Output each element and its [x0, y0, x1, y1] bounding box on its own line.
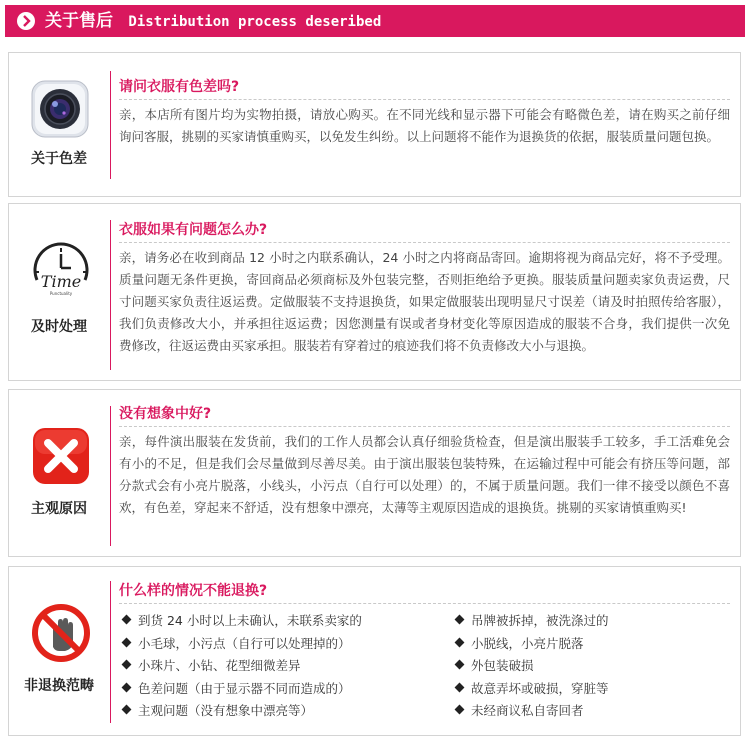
answer-text: 亲，本店所有图片均为实物拍摄，请放心购买。在不同光线和显示器下可能会有略微色差，请在购买之前仔细询问客服，挑剔的买家请慎重购买，以免发生纠纷。以上问题将不能作为退换货的依据，服装质量问题包换。: [119, 107, 730, 144]
clock-time-icon: [27, 238, 95, 306]
diamond-bullet-icon: [455, 705, 465, 715]
header-title-zh: 关于售后: [45, 11, 113, 31]
icon-label: 及时处理: [31, 319, 87, 335]
section-color-difference: [8, 52, 741, 197]
question-title: 什么样的情况不能退换?: [119, 579, 730, 604]
list-item: 小珠片、小钻、花型细微差异: [121, 655, 362, 678]
diamond-bullet-icon: [122, 705, 132, 715]
divider: [110, 71, 111, 179]
no-hand-icon: [31, 603, 91, 663]
chevron-right-icon: [17, 12, 35, 30]
answer-text: 亲，每件演出服装在发货前，我们的工作人员都会认真仔细验货检查，但是演出服装手工较多，手工活难免会有小的不足，但是我们会尽量做到尽善尽美。由于演出服装包装特殊，在运输过程中可能会有挤压等问题，部分款式会有小亮片脱落，小线头，小污点（自行可以处理）的，不属于质量问题。我们一律不接受以颜色不喜欢，有色差，穿起来不舒适，没有想象中漂亮，太薄等主观原因造成的退换货。挑剔的买家请慎重购买!: [119, 434, 730, 515]
diamond-bullet-icon: [122, 637, 132, 647]
section-header-bar: [5, 5, 745, 37]
list-item: 小脱线，小亮片脱落: [454, 633, 609, 656]
question-title: 请问衣服有色差吗?: [119, 75, 730, 100]
diamond-bullet-icon: [455, 660, 465, 670]
divider: [110, 220, 111, 370]
list-item: 外包装破损: [454, 655, 609, 678]
answer-text: 亲，请务必在收到商品 12 小时之内联系确认，24 小时之内将商品寄回。逾期将视为商品完好，将不予受理。质量问题无条件更换，寄回商品必须商标及外包装完整，否则拒绝给予更换。服装质量问题卖家负责运费，尺寸问题买家负责往返运费。定做服装不支持退换货，如果定做服装出现明显尺寸误差（请及时拍照传给客服），我们负责修改大小，并承担往返运费；因您测量有误或者身材变化等原因造成的服装不合身，我们提供一次免费修改，往返运费由买家承担。服装若有穿着过的痕迹我们将不负责修改大小与退换。: [119, 250, 730, 353]
list-item: 小毛球，小污点（自行可以处理掉的）: [121, 633, 362, 656]
section-non-returnable: [8, 566, 741, 736]
time-text: Time: [40, 272, 82, 291]
list-item: 色差问题（由于显示器不同而造成的）: [121, 678, 362, 701]
header-title: [45, 5, 381, 37]
question-title: 衣服如果有问题怎么办?: [119, 218, 730, 243]
list-item: 主观问题（没有想象中漂亮等）: [121, 700, 362, 723]
diamond-bullet-icon: [455, 637, 465, 647]
divider: [110, 581, 111, 723]
list-column-right: [454, 610, 609, 723]
diamond-bullet-icon: [455, 615, 465, 625]
diamond-bullet-icon: [455, 682, 465, 692]
list-item: 故意弄坏或破损，穿脏等: [454, 678, 609, 701]
red-x-icon: [31, 426, 91, 486]
diamond-bullet-icon: [122, 615, 132, 625]
header-title-en: Distribution process deseribed: [128, 14, 382, 30]
list-item: 吊牌被拆掉，被洗涤过的: [454, 610, 609, 633]
list-item: 未经商议私自寄回者: [454, 700, 609, 723]
icon-label: 主观原因: [31, 501, 87, 517]
diamond-bullet-icon: [122, 682, 132, 692]
question-title: 没有想象中好?: [119, 402, 730, 427]
camera-lens-icon: [29, 78, 91, 140]
section-timely-handling: [8, 203, 741, 381]
diamond-bullet-icon: [122, 660, 132, 670]
list-item: 到货 24 小时以上未确认，未联系卖家的: [121, 610, 362, 633]
time-subtext: Punctuality: [49, 291, 73, 296]
icon-label: 非退换范畴: [24, 678, 94, 694]
list-column-left: [121, 610, 362, 723]
section-subjective-reasons: [8, 389, 741, 557]
divider: [110, 406, 111, 546]
icon-label: 关于色差: [31, 151, 87, 167]
